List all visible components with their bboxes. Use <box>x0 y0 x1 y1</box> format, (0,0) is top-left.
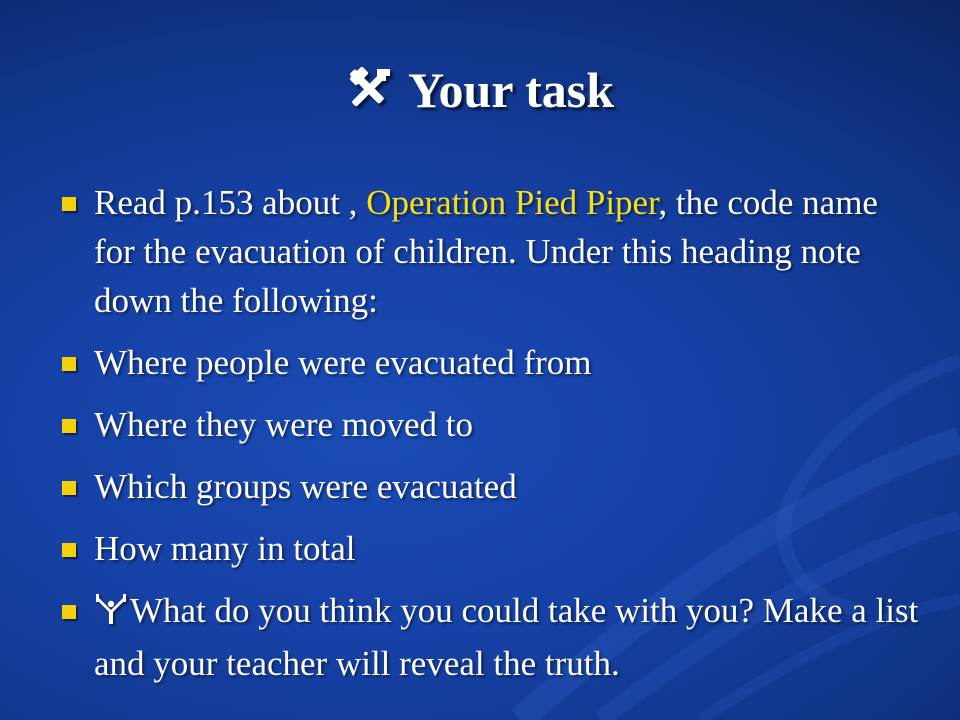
person-arms-raised-icon <box>94 590 128 639</box>
bullet-marker <box>62 197 76 211</box>
bullet-text: What do you think you could take with you? Make a list and your teacher will reveal the truth. <box>94 591 919 683</box>
highlight-operation-pied-piper: Operation Pied Piper <box>366 183 659 222</box>
slide-title <box>0 58 960 128</box>
bullet-marker <box>62 543 76 557</box>
bullet-marker <box>62 357 76 371</box>
bullet-marker <box>62 481 76 495</box>
bullet-item-moved-to <box>62 400 922 449</box>
bullet-text-before: Read p.153 about , <box>94 183 367 222</box>
bullet-text: How many in total <box>94 529 356 568</box>
bullet-item-take-with-you <box>62 586 922 688</box>
bullet-item-how-many <box>62 524 922 573</box>
bullet-marker <box>62 419 76 433</box>
bullet-text: Where they were moved to <box>94 405 474 444</box>
bullet-text: Where people were evacuated from <box>94 343 592 382</box>
bullet-list <box>62 178 922 701</box>
tools-icon <box>346 64 392 128</box>
bullet-text: Which groups were evacuated <box>94 467 517 506</box>
bullet-marker <box>62 605 76 619</box>
bullet-item-read-instruction <box>62 178 922 325</box>
bullet-text-after: , the code name for the evacuation of children. Under this heading note down the following: <box>94 183 878 320</box>
bullet-item-groups-evacuated <box>62 462 922 511</box>
slide-title-text: Your task <box>407 62 615 118</box>
bullet-item-evacuated-from <box>62 338 922 387</box>
